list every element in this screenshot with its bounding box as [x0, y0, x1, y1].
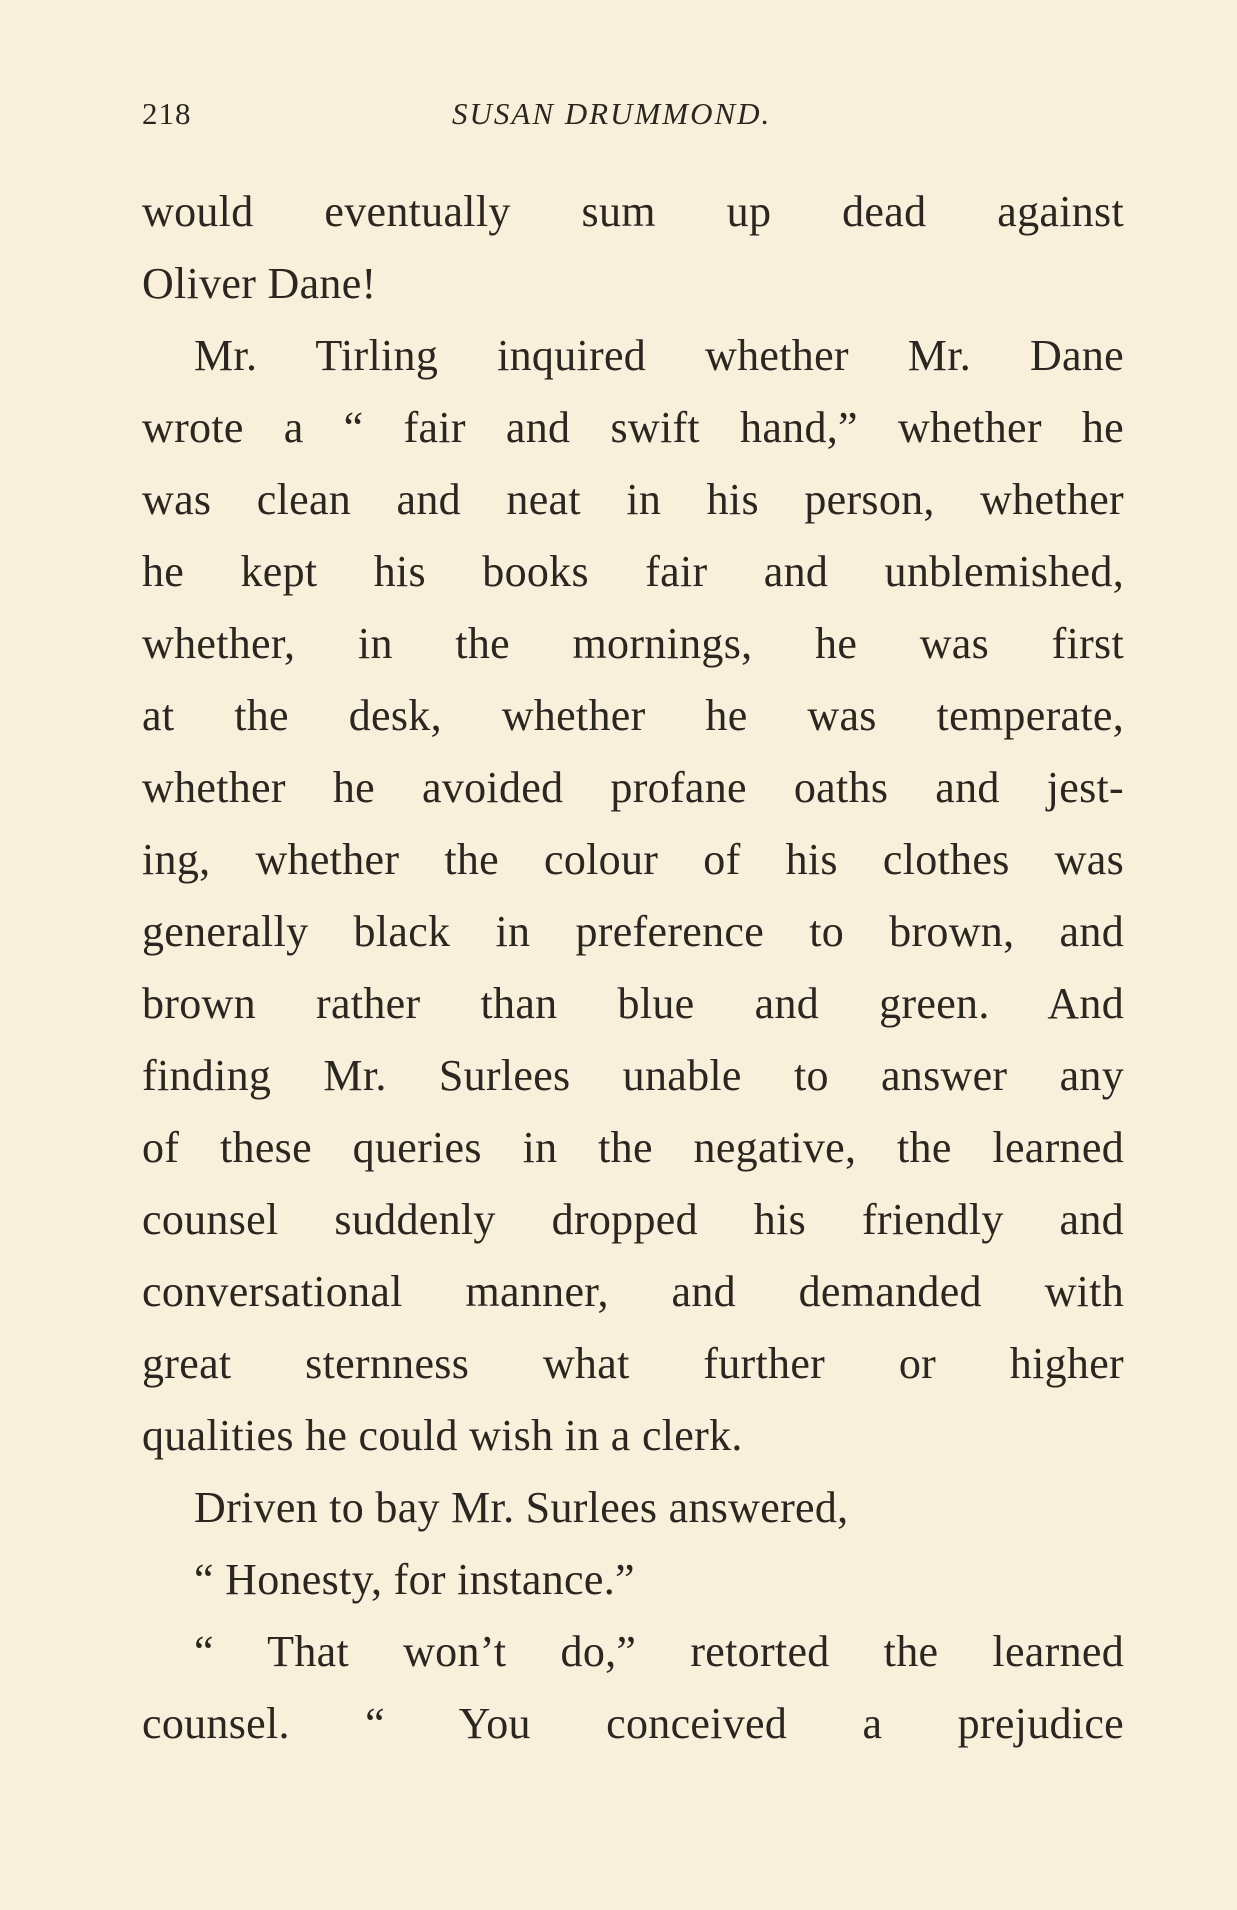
- text-line: whether he avoided profane oaths and jest-: [142, 763, 1124, 812]
- text-line: great sternness what further or higher: [142, 1339, 1124, 1388]
- text-line: wrote a “ fair and swift hand,” whether he: [142, 403, 1124, 452]
- text-line: “ Honesty, for instance.”: [194, 1555, 635, 1604]
- page-header: [142, 96, 1112, 136]
- text-line: “ That won’t do,” retorted the learned: [194, 1627, 1124, 1676]
- text-line: would eventually sum up dead against: [142, 187, 1124, 236]
- text-line: of these queries in the negative, the learned: [142, 1123, 1124, 1172]
- text-line: Mr. Tirling inquired whether Mr. Dane: [194, 331, 1124, 380]
- running-title: SUSAN DRUMMOND.: [452, 96, 772, 131]
- text-line: ing, whether the colour of his clothes was: [142, 835, 1124, 884]
- page-number: 218: [142, 96, 192, 131]
- text-line: Driven to bay Mr. Surlees answered,: [194, 1483, 849, 1532]
- text-line: qualities he could wish in a clerk.: [142, 1411, 743, 1460]
- text-line: counsel suddenly dropped his friendly and: [142, 1195, 1124, 1244]
- text-line: brown rather than blue and green. And: [142, 979, 1124, 1028]
- text-line: counsel. “ You conceived a prejudice: [142, 1699, 1124, 1748]
- text-line: conversational manner, and demanded with: [142, 1267, 1124, 1316]
- body-text: [142, 176, 1124, 1760]
- text-line: Oliver Dane!: [142, 259, 377, 308]
- text-line: finding Mr. Surlees unable to answer any: [142, 1051, 1124, 1100]
- text-line: he kept his books fair and unblemished,: [142, 547, 1124, 596]
- text-line: generally black in preference to brown, and: [142, 907, 1124, 956]
- text-line: was clean and neat in his person, whether: [142, 475, 1124, 524]
- text-line: at the desk, whether he was temperate,: [142, 691, 1124, 740]
- text-line: whether, in the mornings, he was first: [142, 619, 1124, 668]
